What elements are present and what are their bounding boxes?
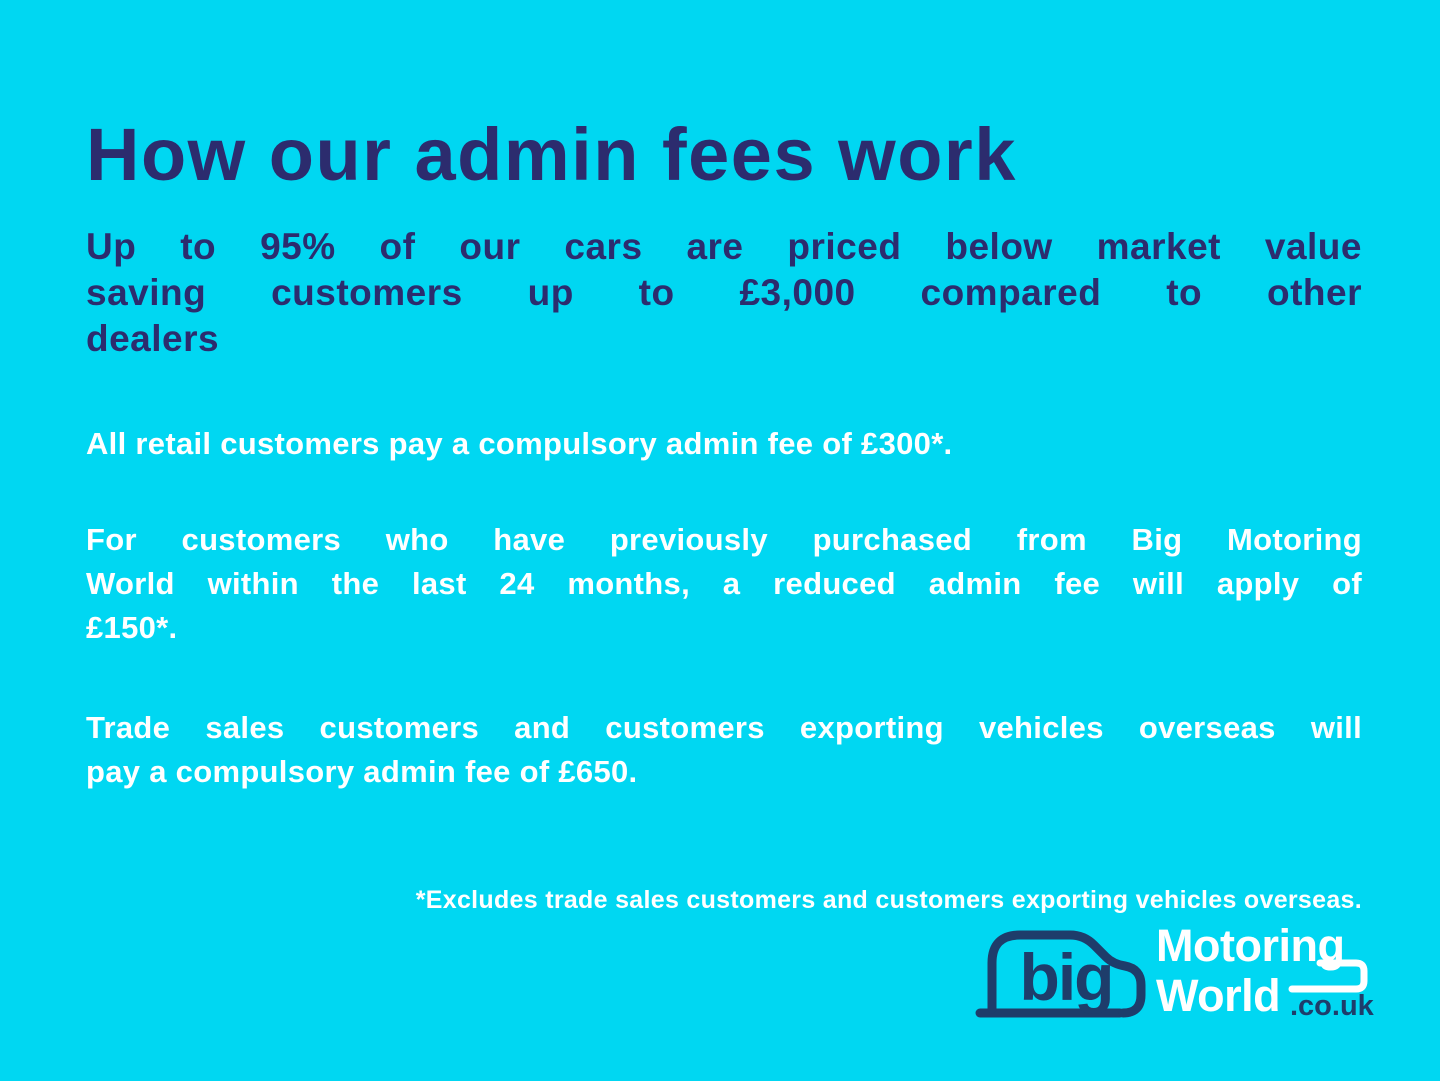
- footnote: *Excludes trade sales customers and customers exporting vehicles overseas.: [415, 885, 1362, 914]
- logo-tld-text: .co.uk: [1290, 990, 1374, 1022]
- page-title: How our admin fees work: [86, 113, 1017, 196]
- logo-graphic: [974, 894, 1374, 1032]
- paragraph-line: World within the last 24 months, a reduced admin fee will apply of: [86, 565, 1362, 601]
- paragraph-line: All retail customers pay a compulsory admin fee of £300*.: [86, 425, 953, 461]
- retail-fee-paragraph: [86, 422, 1362, 466]
- paragraph-line: For customers who have previously purchased from Big Motoring: [86, 521, 1362, 557]
- intro-line: Up to 95% of our cars are priced below market value: [86, 225, 1362, 267]
- paragraph-line: Trade sales customers and customers exporting vehicles overseas will: [86, 709, 1362, 745]
- paragraph-line: pay a compulsory admin fee of £650.: [86, 753, 638, 789]
- intro-line: dealers: [86, 317, 220, 359]
- logo-world-text: World: [1156, 970, 1281, 1021]
- big-motoring-world-logo: [974, 894, 1374, 1032]
- intro-text: [86, 224, 1362, 362]
- trade-fee-paragraph: [86, 706, 1362, 794]
- paragraph-line: £150*.: [86, 609, 178, 645]
- poster-content: [86, 0, 1362, 915]
- intro-line: saving customers up to £3,000 compared to other: [86, 271, 1362, 313]
- returning-customer-fee-paragraph: [86, 518, 1362, 650]
- logo-big-text: big: [1019, 940, 1113, 1014]
- logo-motoring-text: Motoring: [1156, 920, 1345, 971]
